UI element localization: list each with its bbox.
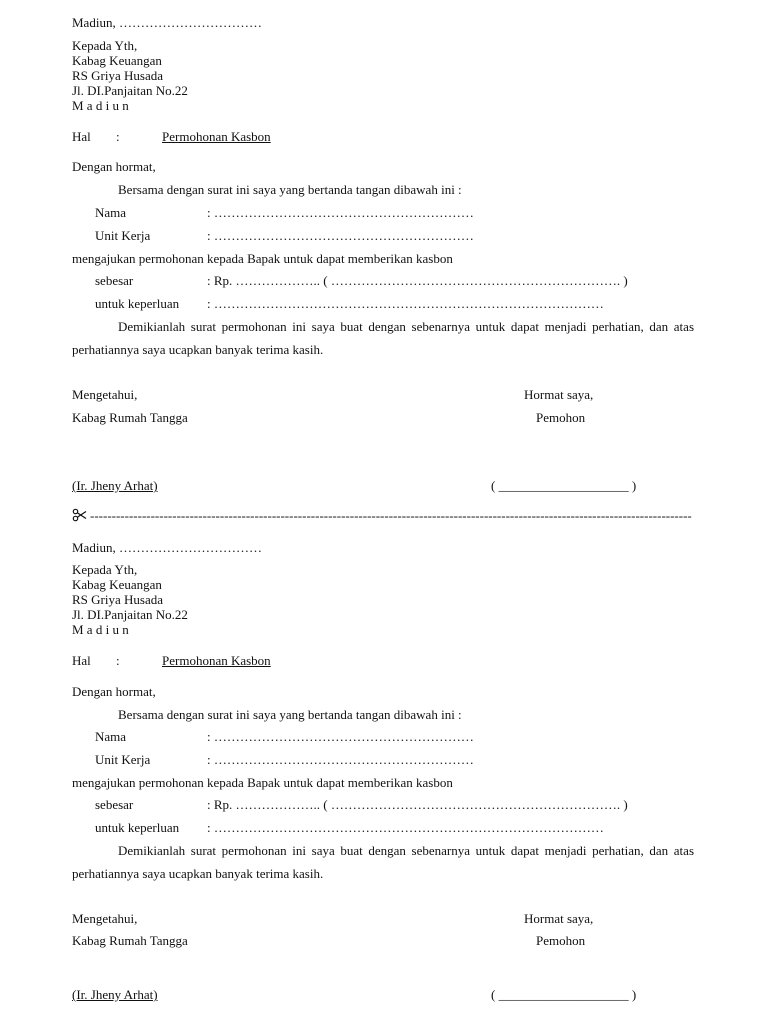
field-value-nama: : …………………………………………………… [207, 729, 474, 744]
address-line: Kabag Keuangan [72, 53, 162, 68]
field-label-keperluan: untuk keperluan [95, 296, 180, 311]
field-value-sebesar: : Rp. ……………….. ( …………………………………………………………. ) [207, 797, 628, 812]
greeting: Dengan hormat, [72, 159, 156, 174]
left-sign-role: Kabag Rumah Tangga [72, 410, 188, 425]
subject-colon: : [116, 653, 120, 668]
address-line: Kepada Yth, [72, 562, 138, 577]
field-label-nama: Nama [95, 729, 127, 744]
place-date: Madiun, …………………………… [72, 540, 262, 555]
intro-text: Bersama dengan surat ini saya yang bertanda tangan dibawah ini : [118, 707, 462, 722]
field-label-sebesar: sebesar [95, 797, 134, 812]
right-sign-title: Hormat saya, [524, 911, 594, 926]
field-value-nama: : …………………………………………………… [207, 205, 474, 220]
address-line: M a d i u n [72, 622, 129, 637]
address-line: Jl. DI.Panjaitan No.22 [72, 607, 188, 622]
intro-text: Bersama dengan surat ini saya yang bertanda tangan dibawah ini : [118, 182, 462, 197]
field-value-unit-kerja: : …………………………………………………… [207, 228, 474, 243]
closing-paragraph: Demikianlah surat permohonan ini saya buat dengan sebenarnya untuk dapat menjadi perhatian, dan atas perhatiannya saya ucapkan banyak terima kasih. [72, 319, 694, 357]
closing-paragraph: Demikianlah surat permohonan ini saya buat dengan sebenarnya untuk dapat menjadi perhatian, dan atas perhatiannya saya ucapkan banyak terima kasih. [72, 843, 694, 881]
left-sign-title: Mengetahui, [72, 387, 138, 402]
right-sign-role: Pemohon [536, 410, 586, 425]
field-label-unit-kerja: Unit Kerja [95, 228, 151, 243]
request-text: mengajukan permohonan kepada Bapak untuk dapat memberikan kasbon [72, 775, 453, 790]
right-sign-title: Hormat saya, [524, 387, 594, 402]
left-sign-title: Mengetahui, [72, 911, 138, 926]
field-label-sebesar: sebesar [95, 273, 134, 288]
subject-value: Permohonan Kasbon [162, 129, 271, 144]
request-text: mengajukan permohonan kepada Bapak untuk dapat memberikan kasbon [72, 251, 453, 266]
cut-line: ------------------------------------------------------------------------------------------------------------------------------------------- [90, 508, 692, 523]
subject-colon: : [116, 129, 120, 144]
address-line: Jl. DI.Panjaitan No.22 [72, 83, 188, 98]
address-line: M a d i u n [72, 98, 129, 113]
left-sign-name: (Ir. Jheny Arhat) [72, 987, 158, 1002]
address-line: Kepada Yth, [72, 38, 138, 53]
subject-label: Hal [72, 129, 91, 144]
right-sign-name: ( ____________________ ) [491, 478, 637, 493]
address-line: Kabag Keuangan [72, 577, 162, 592]
scissors-icon [72, 507, 88, 523]
address-line: RS Griya Husada [72, 592, 163, 607]
right-sign-role: Pemohon [536, 933, 586, 948]
address-line: RS Griya Husada [72, 68, 163, 83]
field-value-keperluan: : ……………………………………………………………………………… [207, 296, 604, 311]
subject-label: Hal [72, 653, 91, 668]
subject-value: Permohonan Kasbon [162, 653, 271, 668]
right-sign-name: ( ____________________ ) [491, 987, 637, 1002]
left-sign-role: Kabag Rumah Tangga [72, 933, 188, 948]
field-value-unit-kerja: : …………………………………………………… [207, 752, 474, 767]
field-label-unit-kerja: Unit Kerja [95, 752, 151, 767]
left-sign-name: (Ir. Jheny Arhat) [72, 478, 158, 493]
field-label-nama: Nama [95, 205, 127, 220]
greeting: Dengan hormat, [72, 684, 156, 699]
field-value-keperluan: : ……………………………………………………………………………… [207, 820, 604, 835]
field-value-sebesar: : Rp. ……………….. ( …………………………………………………………. ) [207, 273, 628, 288]
place-date: Madiun, …………………………… [72, 15, 262, 30]
field-label-keperluan: untuk keperluan [95, 820, 180, 835]
